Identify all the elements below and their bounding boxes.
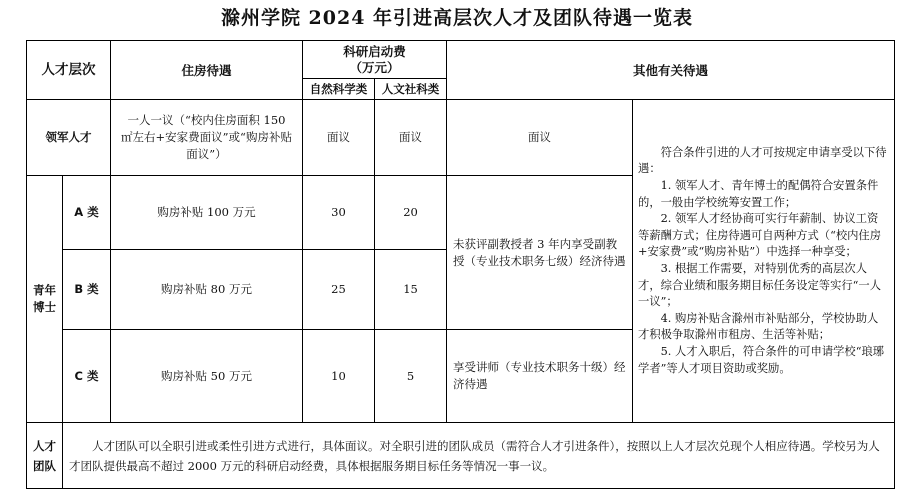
header-humanities: 人文社科类 xyxy=(375,79,447,100)
grade-a-housing: 购房补贴 100 万元 xyxy=(111,176,303,250)
other-note-1: 1. 领军人才、青年博士的配偶符合安置条件的，一般由学校统筹安置工作； xyxy=(638,179,879,209)
grade-a-humanities: 20 xyxy=(375,176,447,250)
leading-science: 面议 xyxy=(303,100,375,176)
grade-c-humanities: 5 xyxy=(375,330,447,423)
team-label: 人才团队 xyxy=(27,423,63,489)
young-doctor-label: 青年博士 xyxy=(27,176,63,423)
other-note-5: 5. 人才入职后，符合条件的可申请学校“琅琊学者”等人才项目资助或奖励。 xyxy=(638,344,885,375)
header-science: 自然科学类 xyxy=(303,79,375,100)
grade-c-housing: 购房补贴 50 万元 xyxy=(111,330,303,423)
other-notes xyxy=(633,100,895,423)
talent-benefits-table xyxy=(26,40,895,489)
leading-other: 面议 xyxy=(447,100,633,176)
grade-c-label: C 类 xyxy=(63,330,111,423)
grade-ab-other: 未获评副教授者 3 年内享受副教授（专业技术职务七级）经济待遇 xyxy=(447,176,633,330)
header-startup-label: 科研启动费 xyxy=(343,43,406,59)
header-level: 人才层次 xyxy=(27,41,111,100)
grade-b-label: B 类 xyxy=(63,250,111,330)
team-text: 人才团队可以全职引进或柔性引进方式进行，具体面议。对全职引进的团队成员（需符合人才引进条件），按照以上人才层次兑现个人相应待遇。学校另为人才团队提供最高不超过 2000 万元的科研启动经费，具体根据服务期目标任务等情况一事一议。 xyxy=(63,423,895,489)
page-title: 滁州学院 2024 年引进高层次人才及团队待遇一览表 xyxy=(220,7,694,29)
grade-b-humanities: 15 xyxy=(375,250,447,330)
grade-a-science: 30 xyxy=(303,176,375,250)
grade-b-housing: 购房补贴 80 万元 xyxy=(111,250,303,330)
header-other: 其他有关待遇 xyxy=(447,41,895,100)
grade-b-science: 25 xyxy=(303,250,375,330)
header-housing: 住房待遇 xyxy=(111,41,303,100)
grade-c-other: 享受讲师（专业技术职务十级）经济待遇 xyxy=(447,330,633,423)
other-note-intro: 符合条件引进的人才可按规定申请享受以下待遇： xyxy=(638,145,887,176)
leading-housing: 一人一议（“校内住房面积 150 ㎡左右+安家费面议”或“购房补贴面议”） xyxy=(111,100,303,176)
leading-humanities: 面议 xyxy=(375,100,447,176)
grade-c-science: 10 xyxy=(303,330,375,423)
other-note-2: 2. 领军人才经协商可实行年薪制、协议工资等薪酬方式；住房待遇可自两种方式（“校内住房+安家费”或“购房补贴”）中选择一种享受； xyxy=(638,212,882,259)
header-startup-unit: （万元） xyxy=(349,59,400,75)
other-note-4: 4. 购房补贴含滁州市补贴部分，学校协助人才积极争取滁州市租房、生活等补贴； xyxy=(638,311,879,342)
header-startup xyxy=(303,41,447,79)
other-note-3: 3. 根据工作需要，对特别优秀的高层次人才，综合业绩和服务期目标任务设定等实行“一人一议”； xyxy=(638,262,882,309)
leading-label: 领军人才 xyxy=(27,100,111,176)
grade-a-label: A 类 xyxy=(63,176,111,250)
